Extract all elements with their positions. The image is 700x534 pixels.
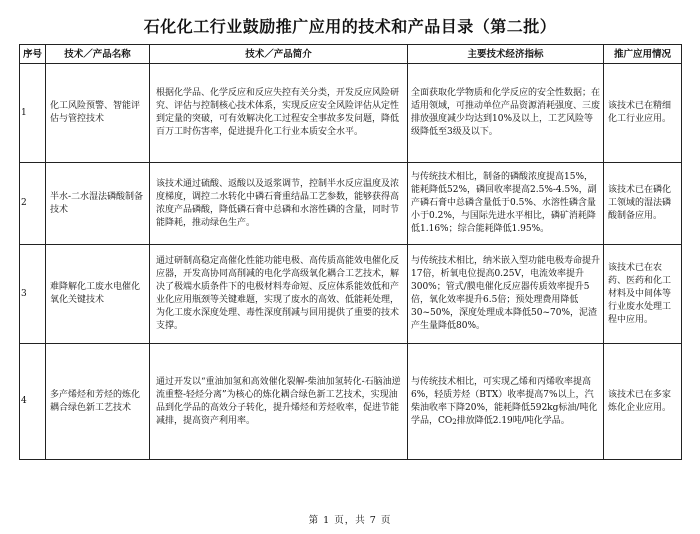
technical-indicators: 与传统技术相比，制备的磷酸浓度提高15%，能耗降低52%，磷回收率提高2.5%-4.5%，副产磷石膏中总磷含量低于0.5%、水溶性磷含量小于0.2%，与国际先进水平相比，磷矿消耗降低1.16%；综合能耗降低1.95%。 [408, 163, 604, 245]
technology-name: 难降解化工废水电催化氧化关键技术 [46, 245, 150, 344]
indicator-text: 与传统技术相比，可实现乙烯和丙烯收率提高6%，轻质芳烃（BTX）收率提高7%以上，汽柴油收率下降20%，能耗降低592kg标油/吨化学品，CO [411, 376, 598, 426]
table-header-row [20, 45, 682, 64]
technology-intro: 根据化学品、化学反应和反应失控有关分类，开发反应风险研究、评估与控制核心技术体系，实现反应安全风险评估从定性到定量的突破，可有效解决化工过程安全事故多发问题，降低百万工时伤害率，促进提升化工行业本质安全水平。 [150, 64, 408, 163]
header-status: 推广应用情况 [604, 45, 682, 64]
row-number: 1 [20, 64, 46, 163]
catalog-table [19, 44, 682, 460]
technical-indicators [408, 344, 604, 460]
application-status: 该技术已在多家炼化企业应用。 [604, 344, 682, 460]
row-number: 2 [20, 163, 46, 245]
technology-name: 化工风险预警、智能评估与管控技术 [46, 64, 150, 163]
header-intro: 技术／产品简介 [150, 45, 408, 64]
application-status: 该技术已在农药、医药和化工材料及中间体等行业废水处理工程中应用。 [604, 245, 682, 344]
table-row [20, 64, 682, 163]
header-index: 主要技术经济指标 [408, 45, 604, 64]
document-title: 石化化工行业鼓励推广应用的技术和产品目录（第二批） [143, 17, 557, 36]
table-row [20, 163, 682, 245]
table-row [20, 344, 682, 460]
technical-indicators: 与传统技术相比，纳米嵌入型功能电极寿命提升17倍，析氧电位提高0.25V，电流效率提升300%；管式/膜电催化反应器传质效率提升5倍，氧化效率提升6.5倍；预处理费用降低30~50%，深度处理成本降低50~70%，泥渣产生量降低80%。 [408, 245, 604, 344]
header-no: 序号 [20, 45, 46, 64]
technology-name: 半水-二水湿法磷酸制备技术 [46, 163, 150, 245]
technology-intro: 该技术通过硫酸、返酸以及返浆调节，控制半水反应温度及浓度梯度，调控二水转化中磷石膏重结晶工艺参数，能够获得高浓度产品磷酸，降低磷石膏中总磷和水溶性磷的含量，同时节能降耗，推动绿色生产。 [150, 163, 408, 245]
table-row [20, 245, 682, 344]
technology-name: 多产烯烃和芳烃的炼化耦合绿色新工艺技术 [46, 344, 150, 460]
subscript-two: 2 [452, 417, 457, 426]
row-number: 4 [20, 344, 46, 460]
technology-intro: 通过研制高稳定高催化性能功能电极、高传质高能效电催化反应器，开发高协同高削减的电化学高级氧化耦合工艺技术，解决了极端水质条件下的电极材料寿命短、反应体系能效低和产业化应用瓶颈等关键难题，实现了废水的高效、低能耗处理，为化工废水深度处理、毒性深度削减与回用提供了重要的技术支撑。 [150, 245, 408, 344]
application-status: 该技术已在磷化工领域的湿法磷酸制备应用。 [604, 163, 682, 245]
application-status: 该技术已在精细化工行业应用。 [604, 64, 682, 163]
header-name: 技术／产品名称 [46, 45, 150, 64]
technology-intro: 通过开发以“重油加氢和高效催化裂解-柴油加氢转化-石脑油逆流重整-轻烃分离”为核心的炼化耦合绿色新工艺技术，实现油品到化学品的高效分子转化，提升烯烃和芳烃收率，促进节能减排，提高资产利用率。 [150, 344, 408, 460]
technical-indicators: 全面获取化学物质和化学反应的安全性数据；在适用领域，可推动单位产品资源消耗强度、三废排放强度减少均达到10%及以上，工艺风险等级降低至3级及以下。 [408, 64, 604, 163]
page-footer: 第 1 页，共 7 页 [308, 515, 392, 526]
row-number: 3 [20, 245, 46, 344]
indicator-text-continued: 排放降低2.19吨/吨化学品。 [456, 415, 570, 426]
